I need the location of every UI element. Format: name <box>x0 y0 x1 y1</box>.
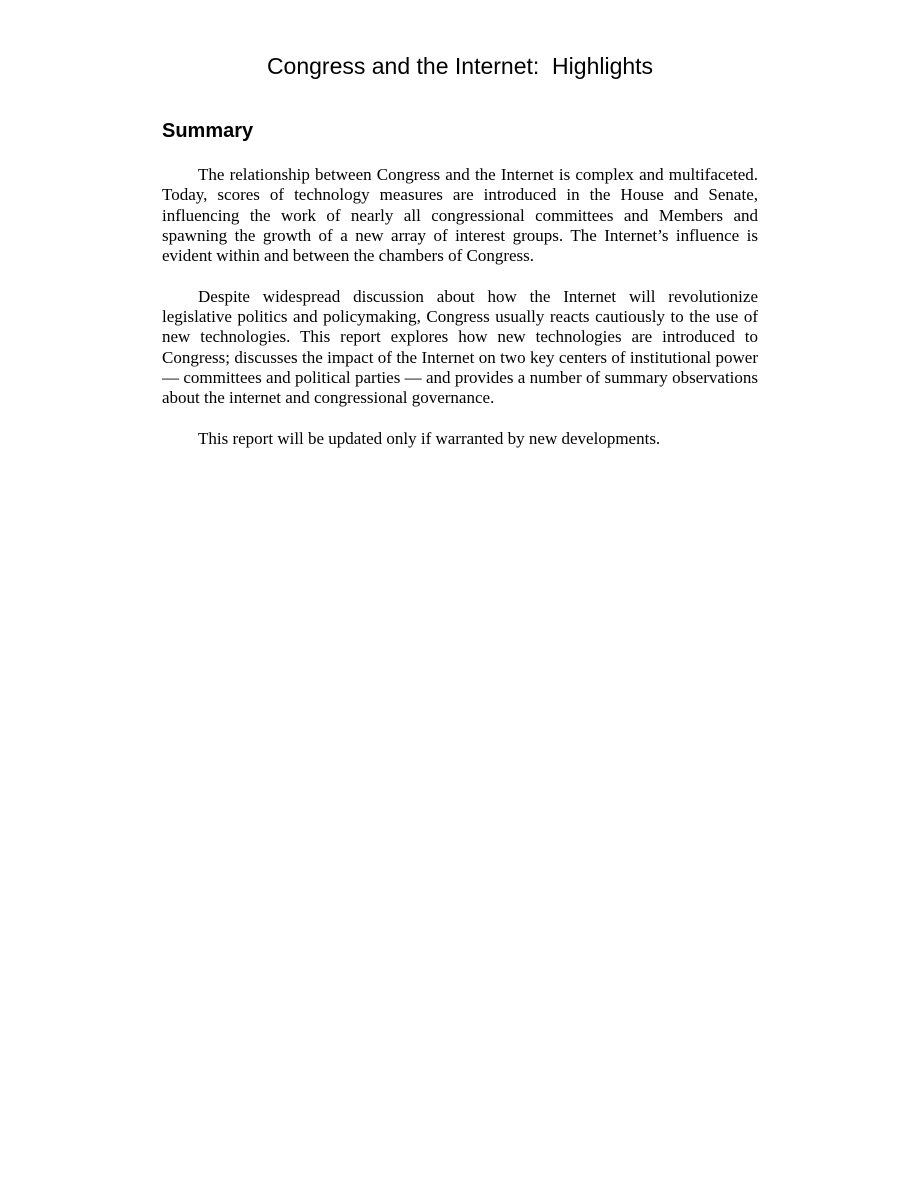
summary-body <box>162 165 758 469</box>
summary-heading: Summary <box>162 120 254 142</box>
summary-paragraph-1: The relationship between Congress and the Internet is complex and multifaceted. Today, scores of technology measures are introduced in the House and Senate, influencing the work of nearly all congressional committees and Members and spawning the growth of a new array of interest groups. The Internet’s influence is evident within and between the chambers of Congress. <box>162 165 758 266</box>
document-title: Congress and the Internet: Highlights <box>266 53 654 79</box>
summary-paragraph-3: This report will be updated only if warranted by new developments. <box>198 428 661 448</box>
summary-paragraph-2: Despite widespread discussion about how the Internet will revolutionize legislative politics and policymaking, Congress usually reacts cautiously to the use of new technologies. This report explores how new technologies are introduced to Congress; discusses the impact of the Internet on two key centers of institutional power — committees and political parties — and provides a number of summary observations about the internet and congressional governance. <box>162 286 758 408</box>
